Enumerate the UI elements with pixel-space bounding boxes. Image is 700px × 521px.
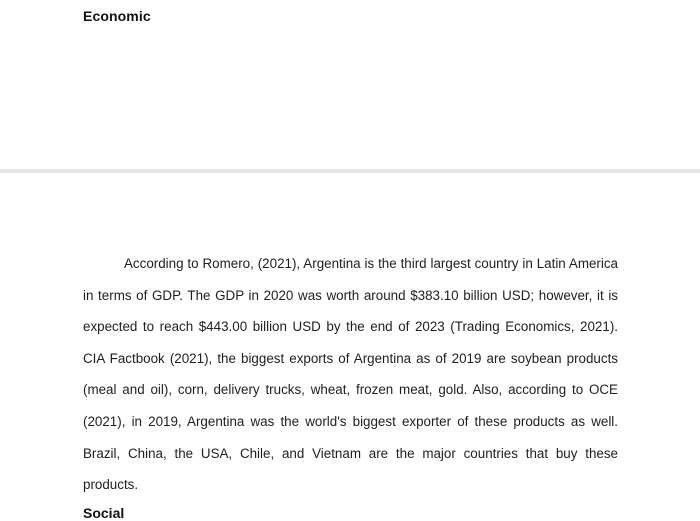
next-section-heading-partial: Social <box>83 505 125 521</box>
section-heading-economic: Economic <box>83 8 151 24</box>
page-upper <box>0 0 700 169</box>
body-paragraph: According to Romero, (2021), Argentina is the third largest country in Latin America in terms of GDP. The GDP in 2020 was worth around $383.10 billion USD; however, it is expected to reach $443.00 billion USD by the end of 2023 (Trading Economics, 2021). CIA Factbook (2021), the biggest exports of Argentina as of 2019 are soybean products (meal and oil), corn, delivery trucks, wheat, frozen meat, gold. Also, according to OCE (2021), in 2019, Argentina was the world's biggest exporter of these products as well. Brazil, China, the USA, Chile, and Vietnam are the major countries that buy these products. <box>83 256 618 493</box>
